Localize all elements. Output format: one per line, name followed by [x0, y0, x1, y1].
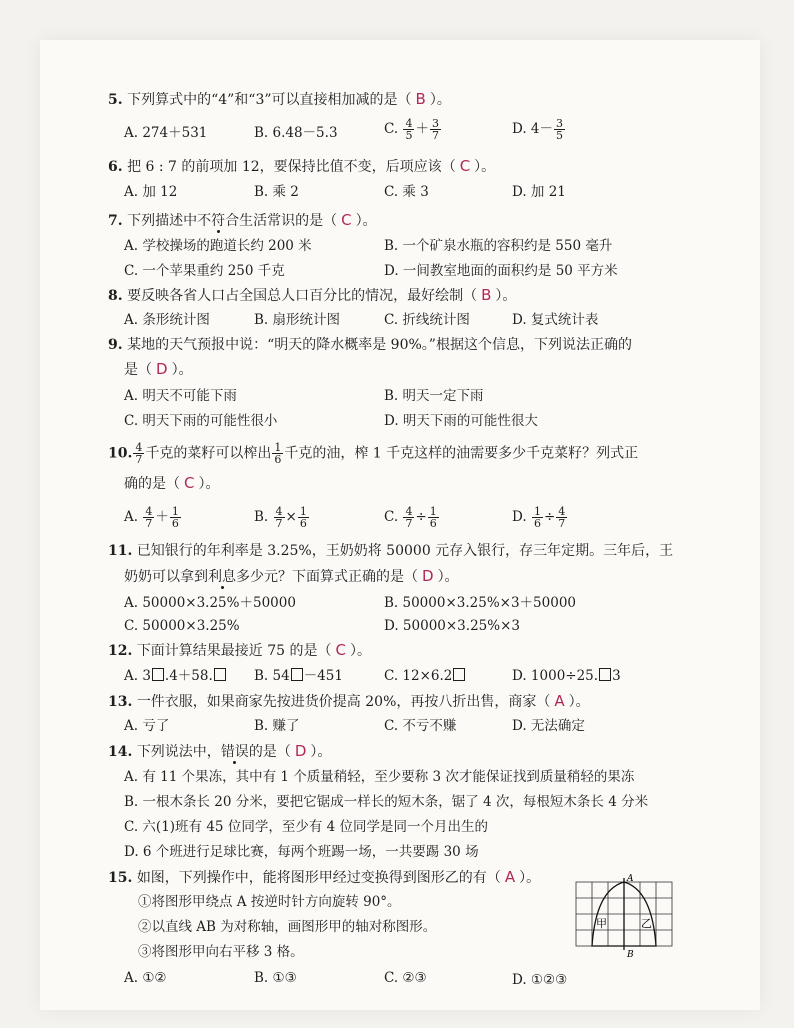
question-11-line-2: 奶奶可以拿到利息多少元？下面算式正确的是（ D ）。 — [124, 567, 459, 585]
option-a: A. 条形统计图 — [124, 312, 210, 328]
option-a: A. 亏了 — [124, 718, 170, 734]
fraction: $\frac{1}{6}$ — [533, 505, 541, 530]
option-a: A. 3 .4＋58. — [124, 667, 227, 685]
question-15: 15. 如图，下列操作中，能将图形甲经过变换得到图形乙的有（ A ）。 — [108, 868, 541, 886]
option-d: D. 加 21 — [512, 184, 566, 200]
option-c: C. 一个苹果重约 250 千克 — [124, 263, 285, 279]
option-b: B. 扇形统计图 — [254, 312, 341, 328]
fraction: $\frac{1}{6}$ — [171, 505, 179, 530]
answer-mark: C — [184, 474, 195, 492]
option-c: C. 50000×3.25% — [124, 618, 240, 634]
option-b: B. 6.48－5.3 — [254, 125, 338, 141]
question-14: 14. 下列说法中，错误的是（ D ）。 — [108, 742, 332, 760]
option-a: A. 加 12 — [124, 184, 178, 200]
option-c: C. 乘 3 — [384, 184, 429, 200]
option-d: D. $\frac{1}{6}$ ÷ $\frac{4}{7}$ — [512, 505, 566, 530]
label-b: B — [627, 950, 634, 958]
option-b: B. ①③ — [254, 970, 297, 986]
fraction: $\frac{4}{7}$ — [145, 505, 153, 530]
fraction: $\frac{1}{6}$ — [274, 441, 282, 466]
option-d: D. 一间教室地面的面积约是 50 平方米 — [384, 263, 618, 279]
operation-3: ③将图形甲向右平移 3 格。 — [138, 944, 304, 960]
option-d: D. ①②③ — [512, 972, 568, 988]
option-c: C. 折线统计图 — [384, 312, 470, 328]
operation-1: ①将图形甲绕点 A 按逆时针方向旋转 90°。 — [138, 894, 401, 910]
blank-box — [152, 668, 164, 681]
question-8: 8. 要反映各省人口占全国总人口百分比的情况，最好绘制（ B ）。 — [108, 286, 517, 304]
option-b: B. 50000×3.25%×3＋50000 — [384, 595, 576, 611]
question-10: 10. $\frac{4}{7}$ 千克的菜籽可以榨出 $\frac{1}{6}$ 千克的油，榨 1 千克这样的油需要多少千克菜籽？列式正 — [108, 441, 639, 466]
blank-box — [214, 668, 226, 681]
option-c: C. 不亏不赚 — [384, 718, 457, 734]
answer-mark: C — [335, 641, 347, 659]
fraction: $\frac{1}{6}$ — [429, 505, 437, 530]
answer-mark: D — [422, 567, 434, 585]
fraction: $\frac{4}{7}$ — [558, 505, 566, 530]
label-jia: 甲 — [596, 917, 607, 930]
option-a: A. 有 11 个果冻，其中有 1 个质量稍轻，至少要称 3 次才能保证找到质量稍轻的果冻 — [124, 769, 635, 785]
option-a: A. $\frac{4}{7}$ ＋ $\frac{1}{6}$ — [124, 505, 179, 530]
question-9-line-2: 是（ D ）。 — [124, 360, 193, 378]
option-a: A. 学校操场的跑道长约 200 米 — [124, 238, 312, 254]
option-b: B. $\frac{4}{7}$ × $\frac{1}{6}$ — [254, 505, 307, 530]
option-a: A. 274＋531 — [124, 125, 208, 141]
option-b: B. 一个矿泉水瓶的容积约是 550 毫升 — [384, 238, 613, 254]
fraction: $\frac{1}{6}$ — [299, 505, 307, 530]
operation-2: ②以直线 AB 为对称轴，画图形甲的轴对称图形。 — [138, 919, 437, 935]
fraction: $\frac{4}{7}$ — [275, 505, 283, 530]
option-d: D. 复式统计表 — [512, 312, 599, 328]
option-c: C. 12×6.2 — [384, 667, 466, 685]
option-b: B. 明天一定下雨 — [384, 388, 484, 404]
option-a: A. ①② — [124, 970, 167, 986]
answer-mark: C — [341, 211, 352, 229]
option-c: C. 六(1)班有 45 位同学，至少有 4 位同学是同一个月出生的 — [124, 819, 488, 835]
question-12: 12. 下面计算结果最接近 75 的是（ C ）。 — [108, 641, 372, 659]
option-a: A. 50000×3.25%＋50000 — [124, 595, 296, 611]
label-yi: 乙 — [641, 917, 652, 930]
blank-box — [291, 668, 303, 681]
question-13: 13. 一件衣服，如果商家先按进货价提高 20%，再按八折出售，商家（ A ）。 — [108, 692, 590, 710]
option-b: B. 54 －451 — [254, 668, 343, 684]
option-d: D. 4－ $\frac{3}{5}$ — [512, 117, 564, 142]
question-6: 6. 把 6 : 7 的前项加 12，要保持比值不变，后项应该（ C ）。 — [108, 157, 496, 175]
answer-mark: A — [504, 868, 516, 886]
answer-mark: B — [415, 90, 426, 108]
emphasis-text: 错误 — [220, 744, 249, 760]
label-a: A — [627, 874, 634, 884]
fraction: $\frac{4}{7}$ — [405, 505, 413, 530]
option-c: C. $\frac{4}{5}$ ＋ $\frac{3}{7}$ — [384, 117, 439, 142]
answer-mark: D — [294, 742, 307, 760]
fraction: $\frac{3}{5}$ — [556, 117, 564, 142]
answer-mark: B — [481, 286, 492, 304]
option-c: C. ②③ — [384, 970, 427, 986]
question-11: 11. 已知银行的年利率是 3.25%，王奶奶将 50000 元存入银行，存三年定期。三年后，王 — [108, 543, 674, 559]
fraction: $\frac{4}{5}$ — [405, 117, 413, 142]
emphasis-text: 不符合 — [197, 213, 240, 229]
option-b: B. 赚了 — [254, 718, 300, 734]
answer-mark: D — [156, 360, 168, 378]
blank-box — [453, 668, 465, 681]
blank-box — [599, 668, 611, 681]
option-d: D. 6 个班进行足球比赛，每两个班踢一场，一共要踢 30 场 — [124, 844, 479, 860]
answer-mark: A — [554, 692, 565, 710]
question-10-line-2: 确的是（ C ）。 — [124, 474, 220, 492]
transformation-figure — [574, 872, 678, 958]
option-d: D. 明天下雨的可能性很大 — [384, 413, 538, 429]
option-b: B. 乘 2 — [254, 184, 299, 200]
option-d: D. 50000×3.25%×3 — [384, 618, 520, 634]
fraction: $\frac{4}{7}$ — [135, 441, 143, 466]
option-a: A. 明天不可能下雨 — [124, 388, 237, 404]
option-d: D. 1000÷25. 3 — [512, 668, 621, 684]
emphasis-text: 利息 — [208, 569, 236, 585]
question-9: 9. 某地的天气预报中说：“明天的降水概率是 90%。”根据这个信息，下列说法正确的 — [108, 337, 632, 353]
option-c: C. $\frac{4}{7}$ ÷ $\frac{1}{6}$ — [384, 505, 437, 530]
fraction: $\frac{3}{7}$ — [431, 117, 439, 142]
answer-mark: C — [459, 157, 471, 175]
question-5: 5. 下列算式中的“4”和“3”可以直接相加减的是（ B ）。 — [108, 90, 451, 108]
option-b: B. 一根木条长 20 分米，要把它锯成一样长的短木条，锯了 4 次，每根短木条长 4 分米 — [124, 794, 649, 810]
question-7: 7. 下列描述中不符合生活常识的是（ C ）。 — [108, 211, 377, 229]
option-d: D. 无法确定 — [512, 718, 585, 734]
option-c: C. 明天下雨的可能性很小 — [124, 413, 278, 429]
